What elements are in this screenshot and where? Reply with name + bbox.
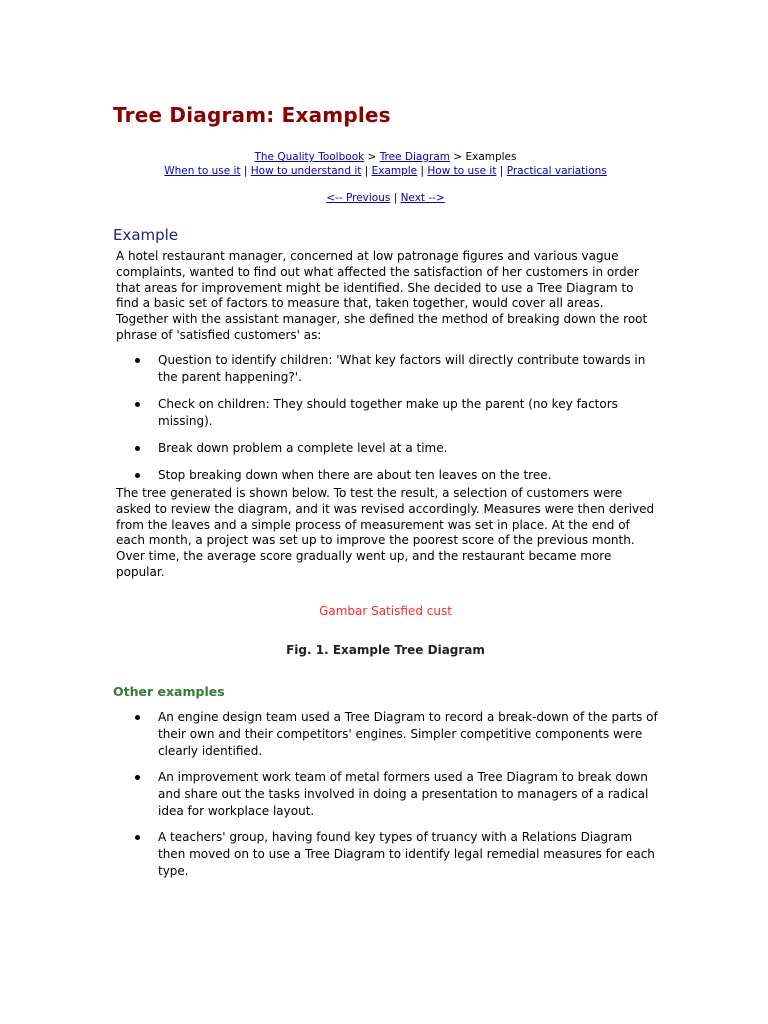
next-link[interactable]: Next --> (400, 192, 445, 204)
example-bullet-list (113, 352, 658, 484)
list-item: Check on children: They should together make up the parent (no key factors missing). (113, 396, 658, 430)
list-item: Break down problem a complete level at a time. (113, 440, 658, 457)
list-item: Stop breaking down when there are about ten leaves on the tree. (113, 467, 658, 484)
example-result-paragraph: The tree generated is shown below. To test the result, a selection of customers were asked to review the diagram, and it was revised accordingly. Measures were then derived from the leaves and a simple process of measurement was set in place. At the end of each month, a project was set up to improve the poorest score of the previous month. Over time, the average score gradually went up, and the restaurant became more popular. (116, 486, 655, 579)
other-examples-list (113, 709, 658, 880)
pager-separator: | (390, 192, 401, 204)
breadcrumb-separator: > (449, 151, 466, 163)
nav-separator: | (361, 165, 372, 177)
breadcrumb-link-quality-toolbook[interactable]: The Quality Toolbook (254, 151, 365, 163)
breadcrumb-link-tree-diagram[interactable]: Tree Diagram (379, 151, 450, 163)
section-nav (113, 164, 658, 178)
list-item: A teachers' group, having found key types of truancy with a Relations Diagram then moved on to use a Tree Diagram to identify legal remedial measures for each type. (113, 829, 658, 880)
list-item: An improvement work team of metal formers used a Tree Diagram to break down and share out the tasks involved in doing a presentation to managers of a radical idea for workplace layout. (113, 769, 658, 820)
other-examples-heading: Other examples (113, 684, 225, 699)
example-intro-paragraph: A hotel restaurant manager, concerned at low patronage figures and various vague complaints, wanted to find out what affected the satisfaction of her customers in order that areas for improvement might be identified. She decided to use a Tree Diagram to find a basic set of factors to measure that, taken together, would cover all areas. Together with the assistant manager, she defined the method of breaking down the root phrase of 'satisfied customers' as: (116, 249, 648, 342)
list-item: An engine design team used a Tree Diagram to record a break-down of the parts of their own and their competitors' engines. Simpler competitive components were clearly identified. (113, 709, 658, 760)
previous-link[interactable]: <-- Previous (326, 192, 391, 204)
pager (113, 191, 658, 205)
nav-link-how-to-use[interactable]: How to use it (427, 165, 497, 177)
nav-link-when-to-use[interactable]: When to use it (164, 165, 241, 177)
nav-link-how-to-understand[interactable]: How to understand it (250, 165, 362, 177)
nav-separator: | (496, 165, 507, 177)
nav-separator: | (240, 165, 251, 177)
page-title: Tree Diagram: Examples (113, 103, 391, 127)
breadcrumb (113, 150, 658, 164)
breadcrumb-separator: > (364, 151, 380, 163)
breadcrumb-current: Examples (465, 151, 517, 163)
nav-link-example[interactable]: Example (371, 165, 418, 177)
example-heading: Example (113, 226, 179, 244)
list-item: Question to identify children: 'What key factors will directly contribute towards in the parent happening?'. (113, 352, 658, 386)
nav-link-practical-variations[interactable]: Practical variations (506, 165, 607, 177)
figure-image-placeholder: Gambar Satisfied cust (319, 604, 452, 618)
figure-caption: Fig. 1. Example Tree Diagram (286, 643, 485, 657)
nav-separator: | (417, 165, 428, 177)
